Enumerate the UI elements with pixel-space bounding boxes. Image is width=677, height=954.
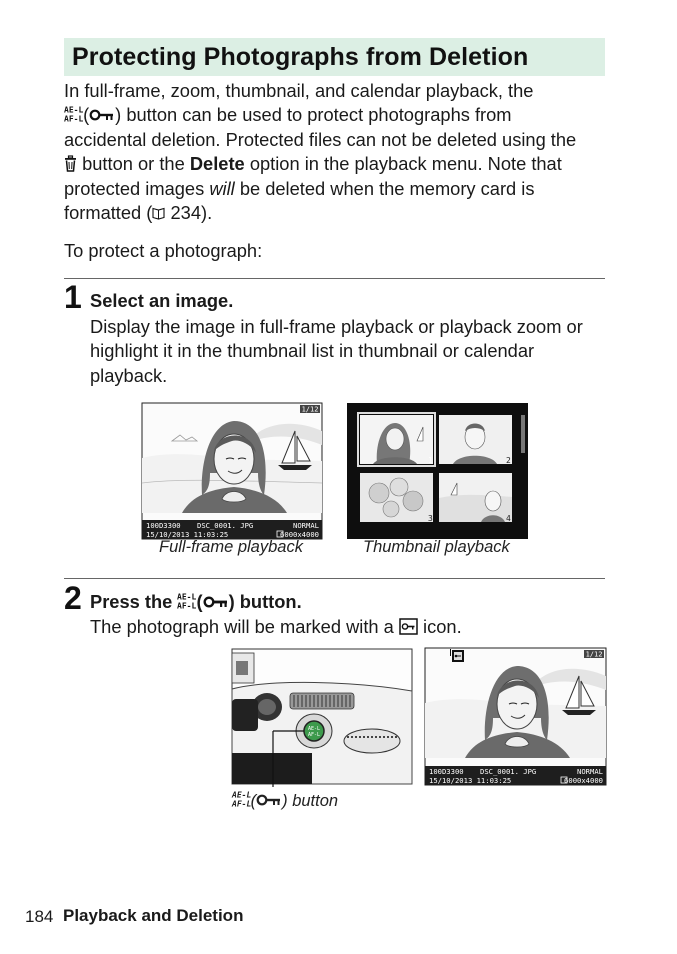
file-name: DSC_0001. JPG — [480, 767, 537, 776]
caption-button: AE-L AF-L ( ) button — [232, 790, 339, 810]
svg-text:AF-L: AF-L — [307, 732, 321, 738]
protected-playback-image — [425, 648, 606, 785]
image-size: 6000x4000 — [280, 530, 319, 539]
step-text: The photograph will be marked with a icon. — [90, 616, 462, 637]
folder-name: 100D3300 — [429, 767, 464, 776]
svg-text:AE-L: AE-L — [232, 790, 252, 800]
camera-back-image — [232, 649, 412, 784]
page-number: 184 — [25, 907, 54, 926]
image-counter: 1/12 — [301, 405, 319, 414]
will-emphasis: will — [209, 177, 235, 199]
thumbnail-playback-image — [347, 403, 528, 539]
caption-thumbnail: Thumbnail playback — [363, 538, 510, 556]
divider — [64, 278, 605, 279]
delete-keyword: Delete — [189, 153, 245, 175]
step-number: 2 — [64, 580, 82, 616]
step-text: Display the image in full-frame playback or playback zoom or highlight it in the thumbnail list in thumbnail or calendar playback. — [90, 316, 583, 386]
intro-paragraph: In full-frame, zoom, thumbnail, and calendar playback, the AE-L AF-L ( ) button can be used to protect photographs from accidental deletion. Protected files can not be deleted using the button or the Delete option in the playback menu. Note that protected images will be deleted when the memory card is formatted ( 234). — [64, 80, 577, 224]
ae-af-lock-icon — [232, 790, 252, 809]
protect-icon — [399, 618, 418, 635]
key-icon — [256, 794, 282, 806]
divider — [64, 578, 605, 579]
image-quality: NORMAL — [577, 767, 603, 776]
image-counter: 1/12 — [585, 650, 603, 659]
step-heading: Press the AE-L AF-L ( ) button. — [90, 591, 302, 612]
ae-af-lock-icon — [177, 592, 197, 611]
image-quality: NORMAL — [293, 521, 319, 530]
svg-text:AE-L: AE-L — [307, 726, 321, 732]
lead-text: To protect a photograph: — [64, 240, 263, 261]
key-icon — [203, 596, 229, 608]
page-ref[interactable]: 234 — [170, 202, 201, 224]
date-time: 15/10/2013 11:03:25 — [429, 776, 512, 785]
section-label: Playback and Deletion — [63, 906, 244, 925]
svg-text:AE-L: AE-L — [177, 592, 197, 602]
ae-af-lock-icon — [64, 105, 84, 124]
image-size: 6000x4000 — [564, 776, 603, 785]
svg-text:AE-L: AE-L — [64, 105, 84, 115]
page-title: Protecting Photographs from Deletion — [72, 43, 529, 71]
svg-text:AF-L: AF-L — [64, 114, 84, 124]
key-icon — [89, 109, 115, 121]
thumb-number: 2 — [506, 456, 511, 465]
svg-text:AF-L: AF-L — [232, 799, 252, 809]
thumb-number: 3 — [428, 514, 433, 523]
file-name: DSC_0001. JPG — [197, 521, 254, 530]
date-time: 15/10/2013 11:03:25 — [146, 530, 229, 539]
step-heading: Select an image. — [90, 290, 234, 311]
thumb-number: 1 — [428, 456, 433, 465]
full-frame-playback-image — [142, 403, 322, 539]
page-ref-icon — [152, 207, 165, 219]
svg-text:AF-L: AF-L — [177, 601, 197, 611]
caption-full-frame: Full-frame playback — [159, 538, 303, 556]
step-number: 1 — [64, 279, 82, 315]
thumb-number: 4 — [506, 514, 511, 523]
trash-icon — [64, 155, 77, 172]
folder-name: 100D3300 — [146, 521, 181, 530]
